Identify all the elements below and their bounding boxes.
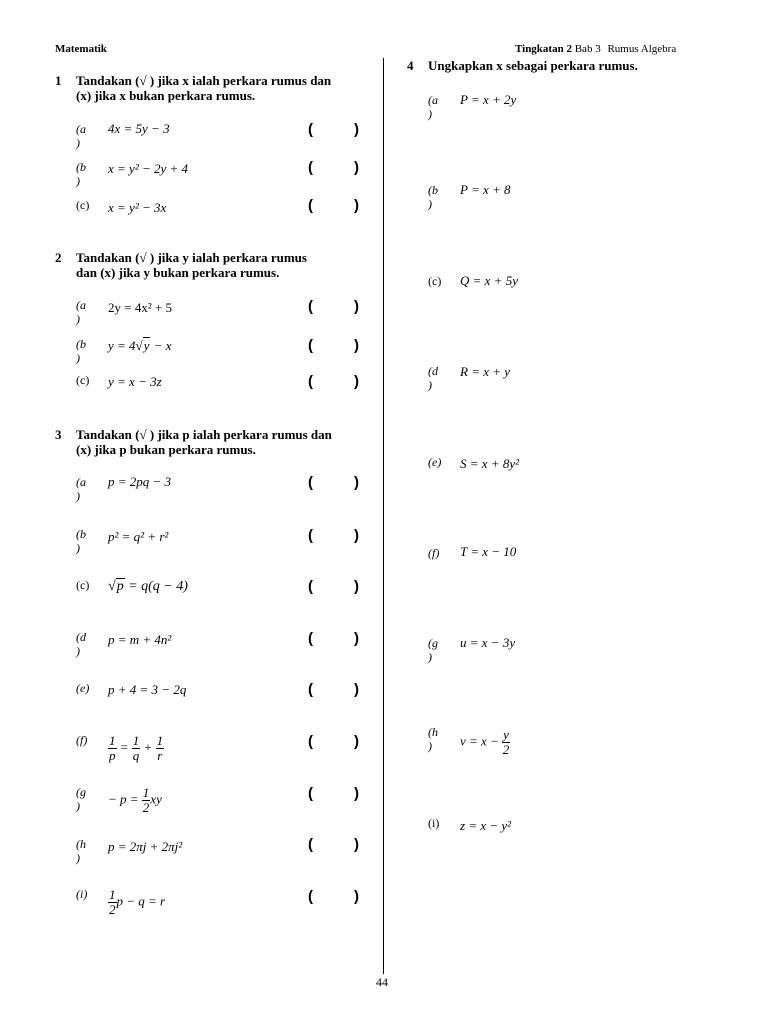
equation-part: v = x −	[460, 733, 503, 749]
fraction-denominator: 2	[109, 902, 116, 917]
item-label	[428, 93, 438, 121]
item-label: (e)	[76, 681, 90, 695]
question-text-line: (x) jika p bukan perkara rumus.	[76, 442, 256, 457]
answer-close-bracket[interactable]: )	[354, 527, 359, 544]
equation: z = x − y²	[460, 818, 512, 833]
fraction	[132, 734, 141, 763]
equation	[108, 338, 172, 354]
item-label: (c)	[428, 274, 442, 288]
answer-close-bracket[interactable]: )	[354, 578, 359, 595]
item-label-part: )	[76, 174, 80, 188]
answer-open-bracket[interactable]: (	[308, 733, 313, 750]
question-number: 1	[55, 73, 62, 88]
item-label-part: )	[76, 351, 80, 365]
equation	[108, 579, 188, 595]
answer-open-bracket[interactable]: (	[308, 785, 313, 802]
equation: 2y = 4x² + 5	[108, 300, 173, 315]
fraction-numerator: 1	[132, 733, 140, 748]
answer-open-bracket[interactable]: (	[308, 197, 313, 214]
answer-close-bracket[interactable]: )	[354, 630, 359, 647]
item-label-part: )	[428, 197, 432, 211]
item-label-part: (d	[428, 364, 438, 378]
fraction-denominator: 2	[142, 800, 150, 815]
equation: p = 2pq − 3	[108, 474, 172, 489]
item-label: (i)	[76, 887, 88, 901]
item-label-part: )	[76, 851, 80, 865]
answer-open-bracket[interactable]: (	[308, 578, 313, 595]
sqrt-radicand: p	[116, 579, 124, 594]
question-text: Ungkapkan x sebagai perkara rumus.	[428, 58, 638, 73]
item-label-part: (d	[76, 630, 86, 644]
equation: T = x − 10	[460, 544, 517, 559]
answer-open-bracket[interactable]: (	[308, 888, 313, 905]
equals-sign: =	[119, 739, 129, 755]
equation: p = 2πj + 2πj²	[108, 839, 183, 854]
equation: p + 4 = 3 − 2q	[108, 682, 187, 697]
equation	[108, 734, 164, 763]
column-divider	[383, 58, 384, 974]
item-label	[428, 725, 438, 753]
item-label-part: )	[76, 541, 80, 555]
equation: x = y² − 3x	[108, 200, 167, 215]
item-label-part: )	[428, 378, 432, 392]
item-label-part: (a	[76, 475, 86, 489]
answer-open-bracket[interactable]: (	[308, 121, 313, 138]
item-label-part: (g	[428, 636, 438, 650]
answer-open-bracket[interactable]: (	[308, 337, 313, 354]
question-text	[76, 250, 307, 280]
fraction-numerator: 1	[109, 733, 116, 748]
answer-open-bracket[interactable]: (	[308, 681, 313, 698]
item-label: (c)	[76, 578, 90, 592]
item-label	[428, 364, 438, 392]
item-label-part: )	[428, 739, 432, 753]
item-label	[76, 837, 86, 865]
item-label	[428, 636, 438, 664]
answer-open-bracket[interactable]: (	[308, 373, 313, 390]
item-label	[76, 298, 86, 326]
item-label-part: )	[76, 136, 80, 150]
answer-open-bracket[interactable]: (	[308, 159, 313, 176]
item-label	[76, 122, 86, 150]
equation-part: xy	[150, 791, 162, 807]
item-label-part: )	[76, 799, 80, 813]
item-label-part: (g	[76, 785, 86, 799]
sqrt-sign: √	[135, 338, 143, 353]
fraction-numerator: 1	[142, 785, 150, 800]
equation-part: − p =	[108, 791, 142, 807]
item-label	[76, 337, 86, 365]
fraction-numerator: y	[503, 727, 509, 742]
item-label-part: (b	[76, 337, 86, 351]
fraction	[108, 888, 117, 917]
question-text	[76, 73, 331, 103]
answer-close-bracket[interactable]: )	[354, 373, 359, 390]
item-label-part: )	[428, 650, 432, 664]
equation: p = m + 4n²	[108, 632, 172, 647]
question-text-line: Tandakan (√ ) jika y ialah perkara rumus	[76, 250, 307, 265]
item-label: (c)	[76, 198, 90, 212]
item-label: (f)	[428, 546, 440, 560]
equation-part: y = 4	[108, 338, 136, 353]
item-label-part: )	[76, 489, 80, 503]
answer-open-bracket[interactable]: (	[308, 474, 313, 491]
question-text	[76, 427, 332, 457]
header-info	[515, 43, 676, 55]
equation-part: p − q = r	[116, 893, 166, 909]
equation	[108, 888, 165, 917]
question-text-line: Tandakan (√ ) jika p ialah perkara rumus dan	[76, 427, 332, 442]
answer-close-bracket[interactable]: )	[354, 337, 359, 354]
question-text-line: dan (x) jika y bukan perkara rumus.	[76, 265, 280, 280]
header-subject: Matematik	[55, 43, 107, 55]
question-number: 3	[55, 427, 62, 442]
question-text-line: Tandakan (√ ) jika x ialah perkara rumus dan	[76, 73, 332, 88]
answer-close-bracket[interactable]: )	[354, 888, 359, 905]
answer-open-bracket[interactable]: (	[308, 630, 313, 647]
item-label	[428, 183, 438, 211]
question-text-line: (x) jika x bukan perkara rumus.	[76, 88, 256, 103]
item-label-part: (a	[76, 122, 86, 136]
sqrt-radicand: y	[143, 338, 150, 353]
equation: 4x = 5y − 3	[108, 121, 170, 136]
item-label: (c)	[76, 373, 90, 387]
item-label-part: (h	[428, 725, 438, 739]
header-form: Tingkatan 2	[515, 43, 572, 55]
fraction-denominator: r	[157, 748, 163, 763]
answer-close-bracket[interactable]: )	[354, 733, 359, 750]
fraction	[502, 728, 510, 757]
item-label-part: (a	[428, 93, 438, 107]
answer-open-bracket[interactable]: (	[308, 527, 313, 544]
item-label-part: (h	[76, 837, 86, 851]
fraction-numerator: 1	[109, 887, 116, 902]
fraction-denominator: p	[109, 748, 116, 763]
fraction-denominator: q	[132, 748, 140, 763]
answer-open-bracket[interactable]: (	[308, 836, 313, 853]
answer-close-bracket[interactable]: )	[354, 197, 359, 214]
equation: x = y² − 2y + 4	[108, 161, 189, 176]
equation-part: = q(q − 4)	[124, 579, 188, 594]
item-label	[76, 527, 86, 555]
equation	[108, 786, 162, 815]
item-label-part: )	[76, 312, 80, 326]
item-label-part: )	[428, 107, 432, 121]
equation-part: − x	[150, 338, 172, 353]
plus-sign: +	[143, 739, 153, 755]
answer-close-bracket[interactable]: )	[354, 298, 359, 315]
item-label	[76, 785, 86, 813]
item-label-part: (a	[76, 298, 86, 312]
equation: P = x + 8	[460, 182, 511, 197]
fraction-numerator: 1	[156, 733, 164, 748]
sqrt-sign: √	[108, 579, 116, 594]
header-chapter: Bab 3	[574, 43, 601, 55]
equation: P = x + 2y	[460, 92, 517, 107]
equation: y = x − 3z	[108, 374, 162, 389]
fraction	[108, 734, 117, 763]
answer-close-bracket[interactable]: )	[354, 159, 359, 176]
equation: u = x − 3y	[460, 635, 516, 650]
answer-close-bracket[interactable]: )	[354, 681, 359, 698]
page-number: 44	[376, 975, 388, 989]
item-label-part: (b	[76, 527, 86, 541]
equation: p² = q² + r²	[108, 529, 169, 544]
equation: Q = x + 5y	[460, 273, 518, 288]
question-number: 4	[407, 58, 414, 73]
question-number: 2	[55, 250, 62, 265]
item-label	[76, 630, 86, 658]
fraction	[156, 734, 165, 763]
item-label: (e)	[428, 455, 442, 469]
answer-open-bracket[interactable]: (	[308, 298, 313, 315]
header-topic: Rumus Algebra	[607, 43, 677, 55]
equation	[460, 728, 510, 757]
answer-close-bracket[interactable]: )	[354, 836, 359, 853]
item-label-part: )	[76, 644, 80, 658]
item-label-part: (b	[428, 183, 438, 197]
item-label-part: (b	[76, 160, 86, 174]
answer-close-bracket[interactable]: )	[354, 785, 359, 802]
item-label: (f)	[76, 733, 88, 747]
item-label	[76, 475, 86, 503]
equation: R = x + y	[460, 364, 511, 379]
answer-close-bracket[interactable]: )	[354, 121, 359, 138]
item-label	[76, 160, 86, 188]
item-label: (i)	[428, 816, 440, 830]
answer-close-bracket[interactable]: )	[354, 474, 359, 491]
equation: S = x + 8y²	[460, 456, 519, 471]
fraction-denominator: 2	[502, 742, 510, 757]
